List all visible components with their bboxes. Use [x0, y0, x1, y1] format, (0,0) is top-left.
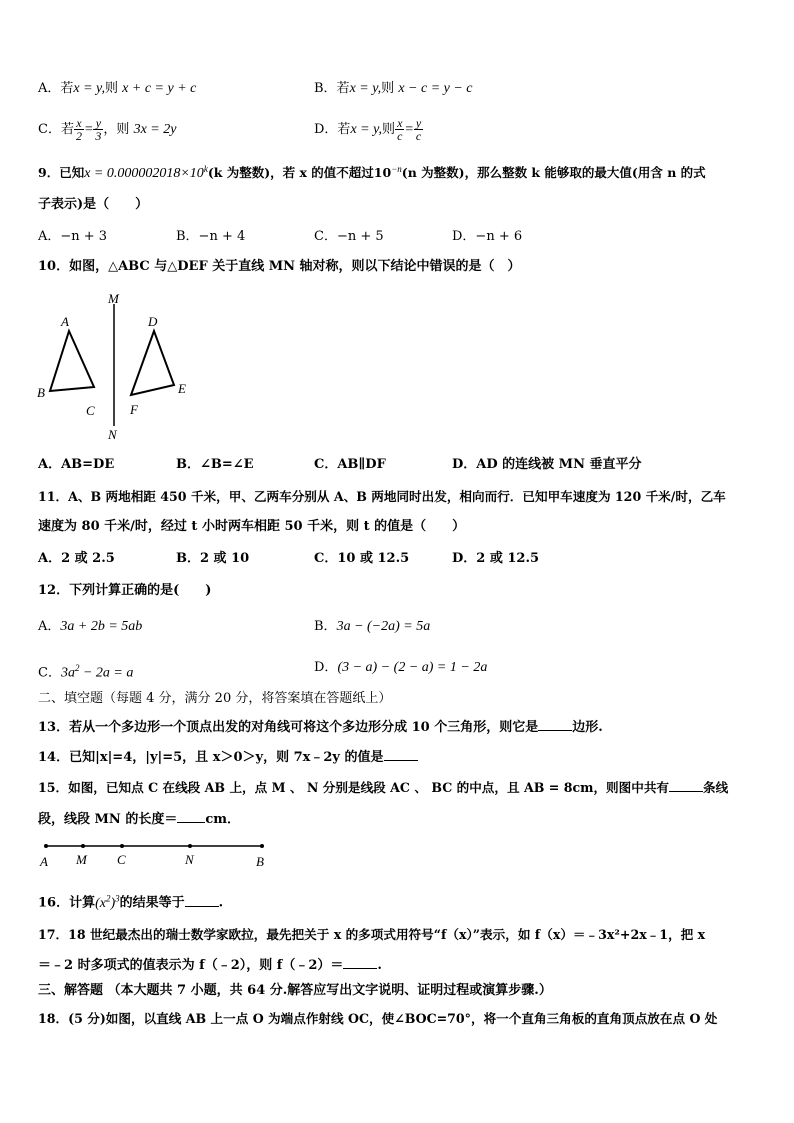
- q11-option-c: C．10 或 12.5: [314, 551, 410, 566]
- q9-option-b: B．−n + 4: [176, 229, 246, 244]
- triangle-abc: [50, 331, 94, 391]
- q9-option-d: D．−n + 6: [452, 229, 523, 244]
- label-e: E: [178, 381, 186, 396]
- q12-option-c: C．$3a^2 - 2a = a$: [38, 663, 134, 681]
- triangle-def: [131, 331, 174, 395]
- q9-option-c: C．−n + 5: [314, 229, 384, 244]
- q9-stem-line1: 9．已知$x = 0.000002018\times 10^k(k$ 为整数)，若 x 的值不超过$10^{-n}(n$ 为整数)，那么整数 k 能够取的最大值(用含 n 的式: [38, 164, 706, 182]
- label-m: M: [108, 291, 119, 306]
- fraction: $\frac{x}{2}$: [75, 116, 82, 143]
- q10-stem: 10．如图，△ABC 与△DEF 关于直线 MN 轴对称，则以下结论中错误的是（ ）: [38, 259, 521, 274]
- q17-line2: ＝﹣2 时多项式的值表示为 f（﹣2），则 f（﹣2）＝ .: [38, 958, 382, 973]
- answer-blank: [343, 956, 377, 969]
- label-d: D: [148, 314, 158, 329]
- label-f: F: [130, 402, 138, 417]
- q8-option-d: D．若x = y,则 $\frac{x}{c}$ = $\frac{y}{c}$: [314, 116, 422, 143]
- q8-option-a: A．若x = y,则 x + c = y + c: [38, 81, 197, 96]
- answer-blank: [384, 748, 418, 761]
- q15-line2: 段，线段 MN 的长度＝ cm．: [38, 812, 240, 827]
- q8-option-c: C．若 $\frac{x}{2}$ = $\frac{y}{3}$ ，则 3x = 2y: [38, 116, 177, 143]
- label-a: A: [40, 854, 48, 869]
- q11-option-b: B．2 或 10: [176, 551, 250, 566]
- q8-option-b: B．若x = y,则 x − c = y − c: [314, 81, 473, 96]
- q11-option-d: D．2 或 12.5: [452, 551, 540, 566]
- q11-stem-line2: 速度为 80 千米/时，经过 t 小时两车相距 50 千米，则 t 的值是（ ）: [38, 519, 466, 534]
- point-c: [120, 844, 124, 848]
- label-c: C: [86, 403, 95, 418]
- label-b: B: [256, 854, 264, 869]
- q16: 16．计算$(x^2)^3$的结果等于 .: [38, 893, 224, 911]
- q11-option-a: A．2 或 2.5: [38, 551, 115, 566]
- answer-blank: [538, 718, 572, 731]
- q10-figure: [30, 290, 210, 450]
- answer-blank: [185, 894, 219, 907]
- section-3-heading: 三、解答题 （本大题共 7 小题，共 64 分.解答应写出文字说明、证明过程或演算步骤.）: [38, 983, 552, 998]
- q10-option-b: B．∠B=∠E: [176, 457, 254, 472]
- q10-option-d: D．AD 的连线被 MN 垂直平分: [452, 457, 642, 472]
- answer-blank: [177, 810, 205, 823]
- label-n: N: [108, 427, 117, 442]
- q18-line1: 18．(5 分)如图，以直线 AB 上一点 O 为端点作射线 OC，使∠BOC=70°，将一个直角三角板的直角顶点放在点 O 处: [38, 1011, 718, 1026]
- q15-line1: 15．如图，已知点 C 在线段 AB 上，点 M 、 N 分别是线段 AC 、 BC 的中点，且 AB = 8cm，则图中共有 条线: [38, 780, 729, 795]
- label-a: A: [61, 314, 69, 329]
- fraction: $\frac{x}{c}$: [397, 116, 403, 143]
- point-b: [260, 844, 264, 848]
- q10-option-c: C．AB∥DF: [314, 457, 386, 472]
- q12-option-a: A．3a + 2b = 5ab: [38, 619, 143, 634]
- q12-option-d: D．(3 − a) − (2 − a) = 1 − 2a: [314, 660, 488, 675]
- section-2-heading: 二、填空题（每题 4 分，满分 20 分，将答案填在答题纸上）: [38, 691, 392, 706]
- label-m: M: [76, 852, 87, 867]
- point-a: [44, 844, 48, 848]
- q14: 14．已知|x|=4，|y|=5，且 x＞0＞y，则 7x﹣2y 的值是: [38, 748, 418, 767]
- q9-option-a: A．−n + 3: [38, 229, 108, 244]
- label-b: B: [37, 385, 45, 400]
- answer-blank: [669, 779, 703, 792]
- q17-line1: 17．18 世纪最杰出的瑞士数学家欧拉，最先把关于 x 的多项式用符号“f（x）”表示，如 f（x）＝﹣3x²+2x﹣1，把 x: [38, 927, 706, 942]
- label-c: C: [117, 852, 126, 867]
- q10-option-a: A．AB=DE: [38, 457, 115, 472]
- fraction: $\frac{y}{3}$: [95, 116, 102, 143]
- q12-option-b: B．3a − (−2a) = 5a: [314, 619, 431, 634]
- label-n: N: [185, 852, 194, 867]
- point-n: [188, 844, 192, 848]
- q13: 13．若从一个多边形一个顶点出发的对角线可将这个多边形分成 10 个三角形，则它是 边形.: [38, 720, 603, 735]
- q9-stem-line2: 子表示)是（ ）: [38, 197, 149, 212]
- q12-stem: 12．下列计算正确的是( ): [38, 583, 212, 598]
- fraction: $\frac{y}{c}$: [415, 116, 422, 143]
- q15-segment-figure: [30, 836, 280, 872]
- q11-stem-line1: 11．A、B 两地相距 450 千米，甲、乙两车分别从 A、B 两地同时出发，相向而行．已知甲车速度为 120 千米/时，乙车: [38, 489, 726, 504]
- point-m: [81, 844, 85, 848]
